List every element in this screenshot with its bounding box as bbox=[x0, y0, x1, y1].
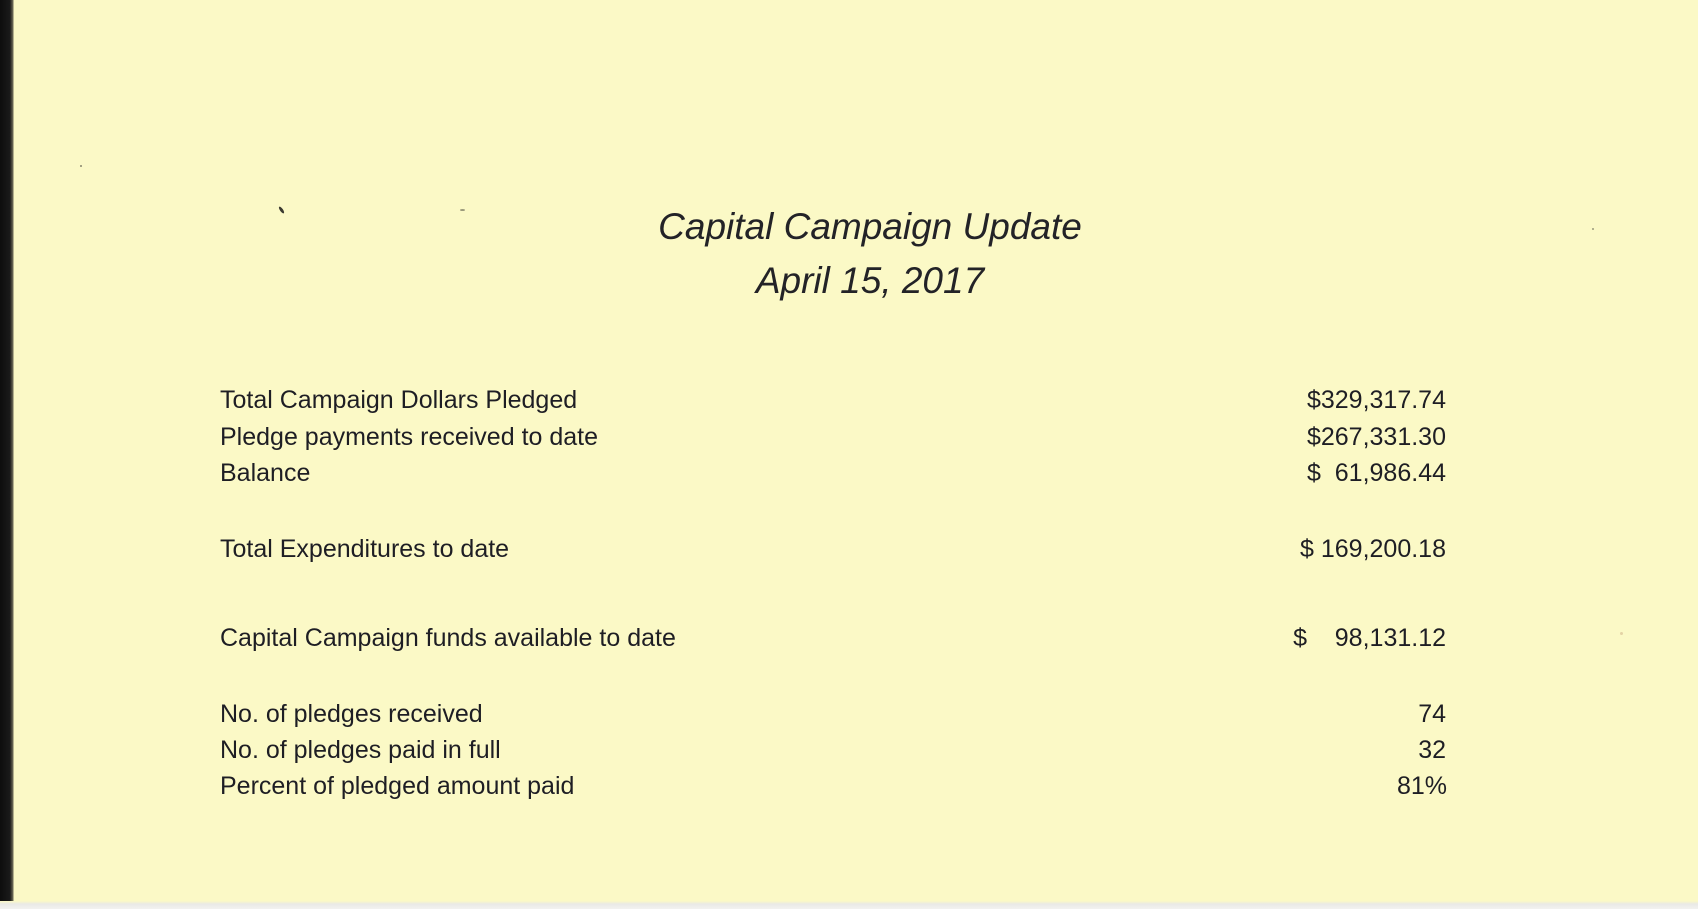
row-label: Pledge payments received to date bbox=[220, 423, 599, 451]
summary-row-expenditures bbox=[0, 531, 1698, 567]
summary-row-pledges-received bbox=[0, 696, 1698, 732]
row-label: No. of pledges received bbox=[220, 700, 483, 728]
summary-row-pledged bbox=[0, 382, 1698, 418]
row-label: Capital Campaign funds available to date bbox=[220, 624, 676, 652]
row-value: $329,317.74 bbox=[1306, 386, 1446, 414]
summary-row-payments-received bbox=[0, 419, 1698, 455]
row-value: $ 98,131.12 bbox=[1293, 624, 1446, 652]
row-label: Total Expenditures to date bbox=[220, 535, 510, 563]
document-date: April 15, 2017 bbox=[755, 260, 985, 301]
row-label: Percent of pledged amount paid bbox=[220, 772, 575, 800]
summary-row-balance bbox=[0, 455, 1698, 491]
document-heading bbox=[0, 200, 1698, 308]
document-title: Capital Campaign Update bbox=[658, 206, 1082, 247]
row-value: 81% bbox=[1396, 772, 1447, 800]
row-label: Balance bbox=[220, 459, 311, 487]
row-value: $ 169,200.18 bbox=[1300, 535, 1446, 563]
row-label: No. of pledges paid in full bbox=[220, 736, 501, 764]
row-value: $ 61,986.44 bbox=[1306, 459, 1446, 487]
summary-row-funds-available bbox=[0, 620, 1698, 656]
summary-row-percent-paid bbox=[0, 768, 1698, 804]
row-value: 74 bbox=[1418, 700, 1446, 728]
summary-row-pledges-paid bbox=[0, 732, 1698, 768]
row-value: $267,331.30 bbox=[1306, 423, 1446, 451]
scan-edge-bottom bbox=[0, 901, 1698, 909]
row-label: Total Campaign Dollars Pledged bbox=[220, 386, 578, 414]
row-value: 32 bbox=[1418, 736, 1446, 764]
scan-speck bbox=[80, 165, 82, 167]
